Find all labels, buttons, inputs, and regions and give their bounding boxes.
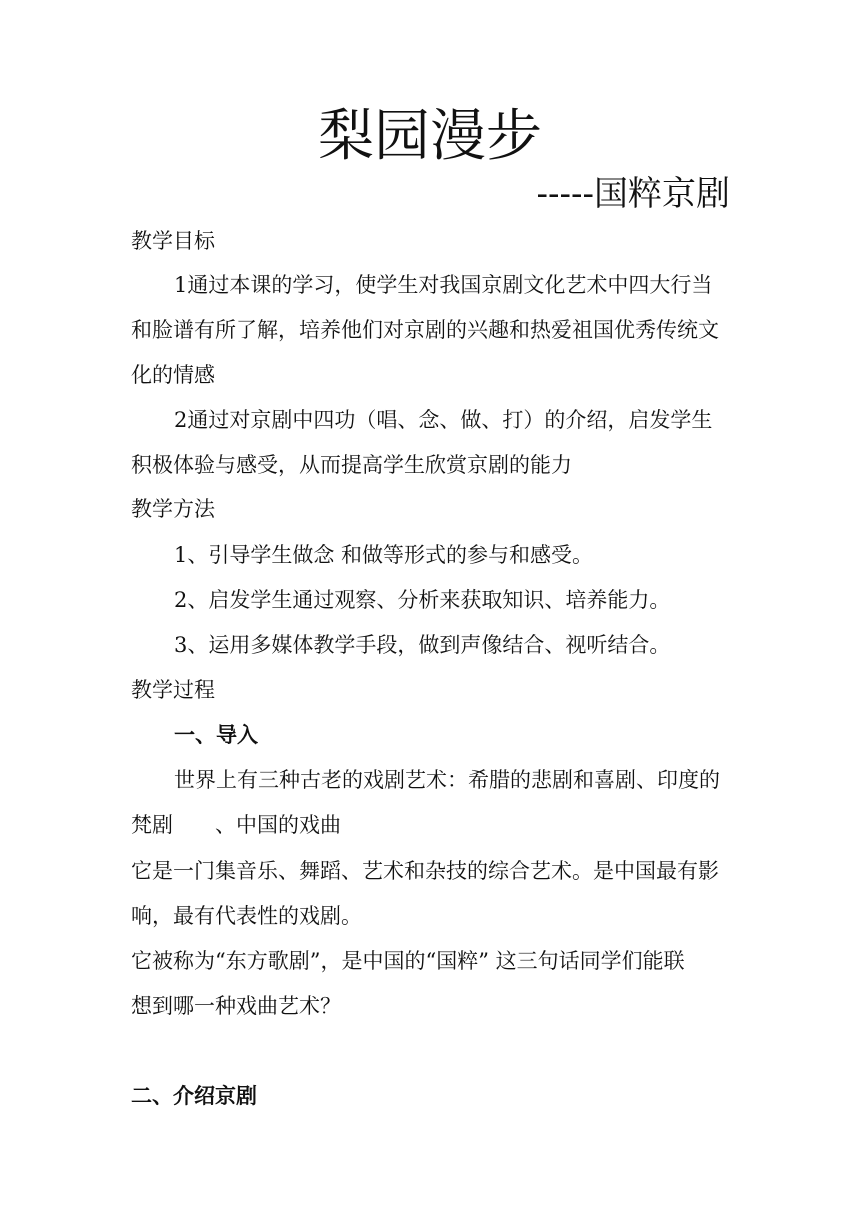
method-1: 1、引导学生做念 和做等形式的参与和感受。 [174, 543, 594, 567]
section-1-heading: 一、导入 [174, 722, 258, 747]
document-title: 梨园漫步 [318, 104, 542, 169]
objective-1-line-1: 1通过本课的学习，使学生对我国京剧文化艺术中四大行当 [174, 273, 713, 297]
objective-1-line-2: 和脸谱有所了解，培养他们对京剧的兴趣和热爱祖国优秀传统文 [131, 318, 719, 342]
intro-line-1: 世界上有三种古老的戏剧艺术：希腊的悲剧和喜剧、印度的 [174, 768, 720, 792]
clue-1-line-2: 响，最有代表性的戏剧。 [131, 904, 362, 928]
objectives-heading: 教学目标 [131, 229, 215, 253]
document-subtitle: -----国粹京剧 [536, 174, 730, 214]
clue-2-line-1: 它被称为“东方歌剧”，是中国的“国粹” 这三句话同学们能联 [131, 949, 685, 973]
clue-2-line-2: 想到哪一种戏曲艺术？ [131, 994, 341, 1018]
method-2: 2、启发学生通过观察、分析来获取知识、培养能力。 [174, 588, 671, 612]
clue-1-line-1: 它是一门集音乐、舞蹈、艺术和杂技的综合艺术。是中国最有影 [131, 859, 719, 883]
objective-1-line-3: 化的情感 [131, 363, 215, 387]
objective-2-line-1: 2通过对京剧中四功（唱、念、做、打）的介绍，启发学生 [174, 408, 713, 432]
method-3: 3、运用多媒体教学手段，做到声像结合、视听结合。 [174, 633, 671, 657]
methods-heading: 教学方法 [131, 497, 215, 521]
process-heading: 教学过程 [131, 678, 215, 702]
intro-line-2: 梵剧 、中国的戏曲 [131, 813, 341, 837]
section-2-heading: 二、介绍京剧 [131, 1083, 257, 1108]
objective-2-line-2: 积极体验与感受，从而提高学生欣赏京剧的能力 [131, 453, 572, 477]
